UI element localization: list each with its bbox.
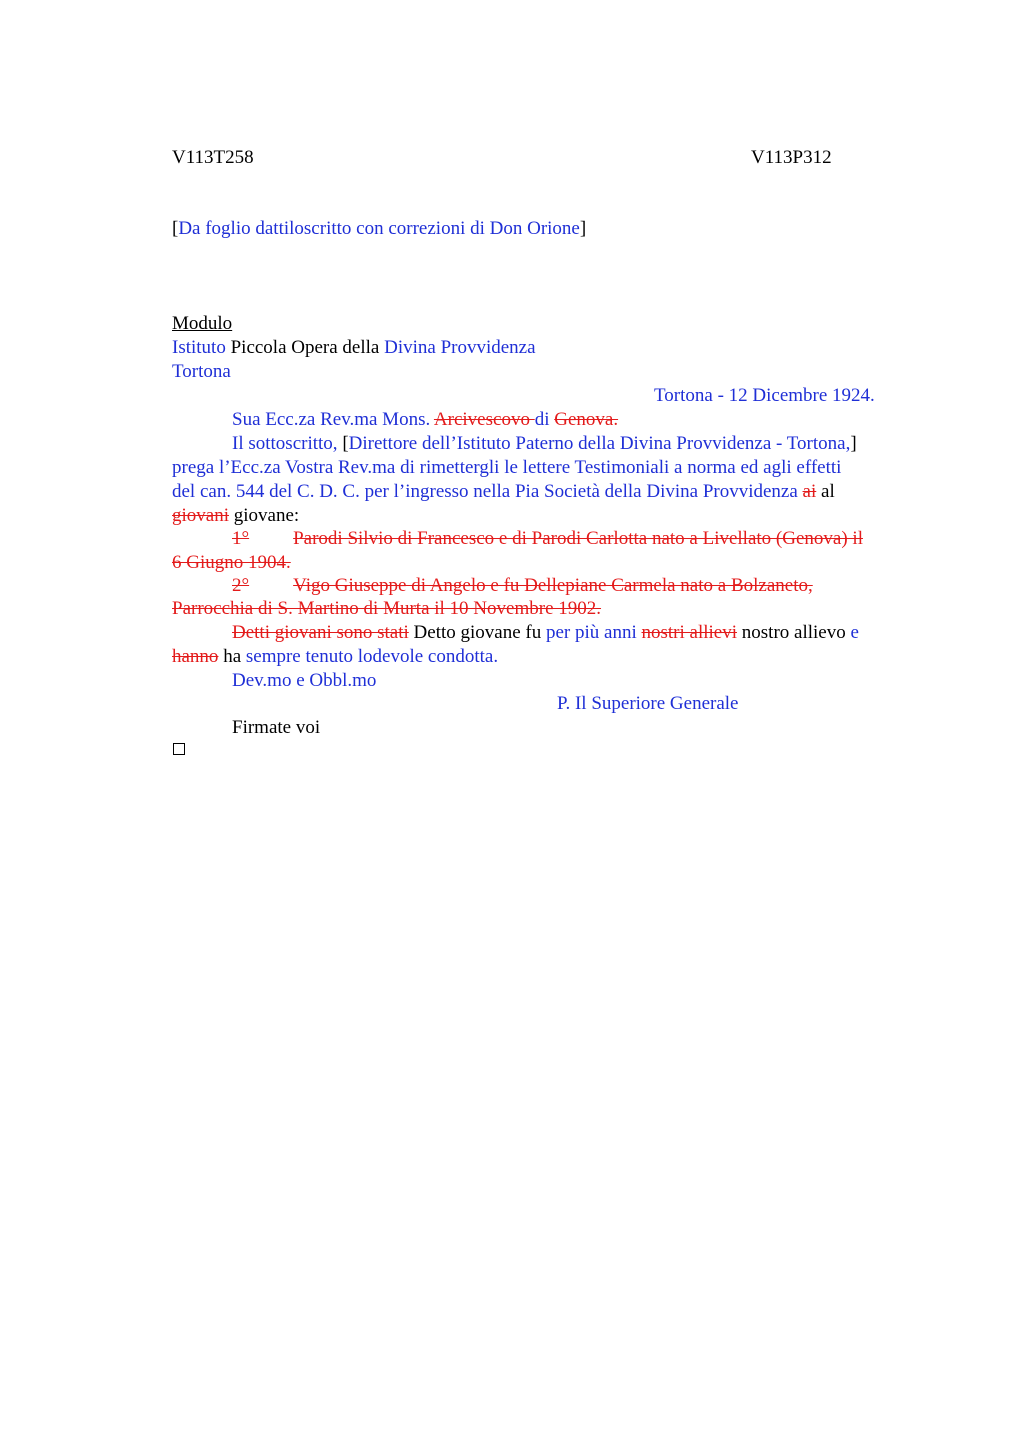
closing-note: Firmate voi xyxy=(232,717,321,738)
closing-devoto: Dev.mo e Obbl.mo xyxy=(232,670,377,691)
conduct-struck-c: hanno xyxy=(172,646,219,667)
form-label: Modulo xyxy=(172,313,233,334)
body-l1-bracket-open: [ xyxy=(342,433,349,454)
struck-item-2-number: 2° xyxy=(232,575,250,596)
body-line-1 xyxy=(232,432,857,456)
struck-item-2-line-1 xyxy=(232,574,813,598)
institute-word: Istituto xyxy=(172,337,226,358)
conduct-line-1 xyxy=(232,621,859,645)
header-left-code: V113T258 xyxy=(172,147,254,168)
body-l1-insert: Direttore dell’Istituto Paterno della Divina Provvidenza - Tortona, xyxy=(348,433,851,454)
conduct-struck-a: Detti giovani sono stati xyxy=(232,622,409,643)
struck-item-1-line-2: 6 Giugno 1904. xyxy=(172,552,291,573)
struck-item-1-number: 1° xyxy=(232,528,250,549)
conduct-line-2 xyxy=(172,645,498,669)
struck-city: Genova. xyxy=(554,409,619,430)
conduct-struck-b: nostri allievi xyxy=(641,622,738,643)
body-l1-a: Il sottoscritto, xyxy=(232,433,343,454)
address-line xyxy=(232,408,618,432)
struck-title: Arcivescovo xyxy=(433,409,535,430)
source-note-text: Da foglio dattiloscritto con correzioni di Don Orione xyxy=(178,218,580,239)
salutation: Sua Ecc.za Rev.ma Mons. xyxy=(232,409,431,430)
body-l3-b: al xyxy=(821,481,835,502)
struck-item-1-line-1 xyxy=(232,527,863,551)
institute-name-b: Divina Provvidenza xyxy=(384,337,536,358)
closing-signature: P. Il Superiore Generale xyxy=(557,693,739,714)
body-line-3 xyxy=(172,480,835,504)
bracket-open: [ xyxy=(172,218,179,239)
body-l1-bracket-close: ] xyxy=(850,433,857,454)
conduct-blue-b: e xyxy=(850,622,859,643)
conduct-blue-a: per più anni xyxy=(545,622,637,643)
letter-date: Tortona - 12 Dicembre 1924. xyxy=(654,385,875,406)
conduct-plain-b: nostro allievo xyxy=(741,622,846,643)
struck-item-2-text: Vigo Giuseppe di Angelo e fu Dellepiane Carmela nato a Bolzaneto, xyxy=(293,575,813,596)
struck-item-1-text: Parodi Silvio di Francesco e di Parodi Carlotta nato a Livellato (Genova) il xyxy=(293,528,863,549)
conduct-plain-a: Detto giovane fu xyxy=(413,622,542,643)
empty-box-symbol xyxy=(173,743,185,755)
institute-city: Tortona xyxy=(172,361,231,382)
conduct-plain-c: ha xyxy=(223,646,242,667)
source-note xyxy=(172,217,586,241)
body-line-4 xyxy=(172,504,299,528)
body-l4-struck: giovani xyxy=(172,505,229,526)
struck-item-2-line-2: Parrocchia di S. Martino di Murta il 10 Novembre 1902. xyxy=(172,598,602,619)
body-l4-b: giovane: xyxy=(233,505,300,526)
institute-name-a: Piccola Opera della xyxy=(230,337,380,358)
body-line-2: prega l’Ecc.za Vostra Rev.ma di rimettergli le lettere Testimoniali a norma ed agli effetti xyxy=(172,457,842,478)
body-l3-struck: ai xyxy=(802,481,817,502)
body-l3-a: del can. 544 del C. D. C. per l’ingresso nella Pia Società della Divina Provvidenza xyxy=(172,481,798,502)
institute-line xyxy=(172,336,536,360)
address-di: di xyxy=(534,409,550,430)
conduct-blue-c: sempre tenuto lodevole condotta. xyxy=(245,646,499,667)
bracket-close: ] xyxy=(579,218,587,239)
header-right-code: V113P312 xyxy=(751,147,832,168)
